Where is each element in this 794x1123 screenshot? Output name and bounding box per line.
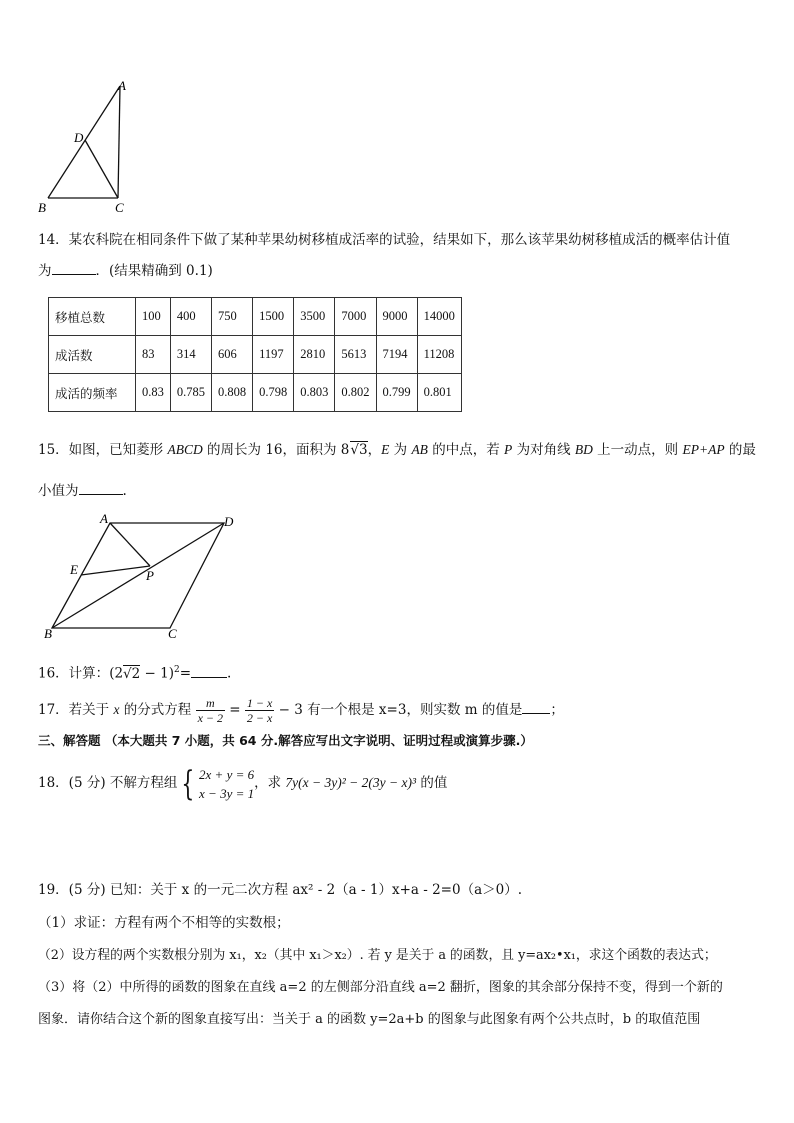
table-row	[49, 336, 462, 374]
table-cell: 7000	[335, 298, 376, 336]
q17-minus3: − 3	[274, 702, 303, 718]
label-e: E	[70, 562, 78, 577]
q17-x: x	[113, 702, 120, 717]
q17-f2-num: 1 − x	[246, 696, 273, 710]
q15-p: P	[504, 442, 513, 457]
q15-line2	[38, 480, 127, 501]
triangle-figure	[30, 76, 140, 216]
q17-text: 17．若关于	[38, 702, 114, 718]
q15-text: 为	[389, 442, 412, 458]
q19-line3: （2）设方程的两个实数根分别为 x₁，x₂（其中 x₁＞x₂）. 若 y 是关于 a 的函数，且 y=ax₂•x₁，求这个函数的表达式；	[38, 948, 717, 963]
q16-rad: 2	[131, 665, 141, 682]
segment-ab	[48, 86, 120, 198]
q16-line	[38, 660, 231, 684]
q15-text: 的中点，若	[427, 442, 505, 458]
q15-abcd: ABCD	[167, 442, 203, 457]
q17-eq: =	[225, 702, 245, 718]
row-header: 移植总数	[49, 298, 136, 336]
q15-text: 的周长为 16，面积为	[202, 442, 341, 458]
q17-text: 有一个根是 x=3，则实数 m 的值是	[302, 702, 523, 718]
q15-bd: BD	[574, 442, 593, 457]
table-cell: 14000	[417, 298, 461, 336]
answer-blank	[52, 260, 96, 275]
q14-line2	[38, 260, 213, 281]
segment-ac	[118, 86, 120, 198]
q19-line1: 19．(5 分) 已知：关于 x 的一元二次方程 ax² - 2（a - 1）x+a - 2=0（a＞0）.	[38, 882, 522, 898]
equation-system	[199, 765, 254, 803]
rhombus-figure	[38, 510, 248, 642]
table-cell: 9000	[376, 298, 417, 336]
q16-expr: (2	[109, 665, 124, 682]
label-a: A	[118, 78, 126, 93]
q18-text: 18．(5 分) 不解方程组	[38, 775, 178, 791]
q17-text: ；	[550, 702, 564, 718]
table-row	[49, 374, 462, 412]
answer-blank	[79, 480, 123, 495]
q15-e: E	[381, 442, 390, 457]
q15-text: ，	[367, 442, 382, 458]
q15-sqrt: √3	[350, 442, 368, 458]
table-cell: 0.785	[170, 374, 211, 412]
table-cell: 0.798	[253, 374, 294, 412]
q19-line2: （1）求证：方程有两个不相等的实数根；	[38, 915, 290, 931]
q15-text: 15．如图，已知菱形	[38, 442, 168, 458]
label-a: A	[100, 511, 108, 526]
table-cell: 400	[170, 298, 211, 336]
table-cell: 100	[136, 298, 171, 336]
q17-f1-num: m	[196, 696, 225, 711]
q17-f2-den: 2 − x	[246, 711, 273, 725]
row-header: 成活的频率	[49, 374, 136, 412]
survival-rate-table	[48, 297, 462, 412]
q15-text: 为对角线	[512, 442, 575, 458]
q14-line1: 14．某农科院在相同条件下做了某种苹果幼树移植成活率的试验，结果如下，那么该苹果幼树移植成活的概率估计值	[38, 232, 731, 248]
q15-area-coef: 8	[340, 442, 350, 458]
segment-ep	[81, 566, 150, 575]
q18-line	[38, 760, 447, 806]
table-row	[49, 298, 462, 336]
equation-1: 2x + y = 6	[199, 766, 255, 782]
table-cell: 7194	[376, 336, 417, 374]
label-d: D	[74, 130, 84, 145]
label-b: B	[44, 626, 52, 641]
segment-dc	[85, 140, 118, 198]
segment-ap	[110, 523, 150, 566]
q15-text: 上一动点，则	[592, 442, 683, 458]
q14-text-a: 为	[38, 263, 52, 279]
table-cell: 750	[212, 298, 253, 336]
q17-text: 的分式方程	[119, 702, 196, 718]
q17-f1-den: x − 2	[197, 711, 224, 725]
table-cell: 606	[212, 336, 253, 374]
table-cell: 0.801	[417, 374, 461, 412]
table-cell: 1197	[253, 336, 294, 374]
section-heading: 三、解答题 （本大题共 7 小题，共 64 分.解答应写出文字说明、证明过程或演算步骤.）	[38, 733, 533, 748]
q15-text: 的最	[724, 442, 756, 458]
label-p: P	[146, 568, 154, 583]
table-cell: 0.83	[136, 374, 171, 412]
label-b: B	[38, 200, 46, 215]
answer-blank	[191, 663, 227, 678]
table-cell: 3500	[294, 298, 335, 336]
q16-text: 16．计算：	[38, 665, 110, 682]
table-cell: 1500	[253, 298, 294, 336]
q15-text: 小值为	[38, 483, 79, 499]
table-cell: 0.803	[294, 374, 335, 412]
q15-ab: AB	[411, 442, 428, 457]
answer-blank	[522, 699, 550, 714]
q15-area-rad: 3	[359, 442, 368, 458]
table-cell: 0.799	[376, 374, 417, 412]
q16-expr: − 1)	[140, 665, 174, 682]
q17-fraction-2	[245, 696, 274, 725]
system-brace: {	[181, 763, 195, 804]
table-cell: 0.808	[212, 374, 253, 412]
table-cell: 314	[170, 336, 211, 374]
table-cell: 5613	[335, 336, 376, 374]
q19-line4: （3）将（2）中所得的函数的图象在直线 a=2 的左侧部分沿直线 a=2 翻折，图象的其余部分保持不变，得到一个新的	[38, 980, 723, 995]
q15-text: .	[122, 483, 127, 499]
q17-line	[38, 692, 564, 728]
q19-line5: 图象．请你结合这个新的图象直接写出：当关于 a 的函数 y=2a+b 的图象与此图象有两个公共点时，b 的取值范围	[38, 1012, 701, 1027]
label-c: C	[115, 200, 124, 215]
q18-text: ，求	[254, 775, 286, 791]
table-cell: 11208	[417, 336, 461, 374]
q18-expression: 7y(x − 3y)² − 2(3y − x)³	[285, 775, 417, 790]
q15-line1	[38, 440, 756, 460]
q18-text: 的值	[416, 775, 448, 791]
label-c: C	[168, 626, 177, 641]
label-d: D	[224, 514, 234, 529]
q17-fraction-1	[196, 696, 225, 725]
row-header: 成活数	[49, 336, 136, 374]
equation-2: x − 3y = 1	[199, 785, 255, 801]
q14-text-b: ．(结果精确到 0.1)	[95, 263, 213, 279]
q15-epap: EP+AP	[682, 442, 725, 457]
q16-exp: 2	[174, 665, 180, 675]
q16-text: .	[227, 665, 232, 682]
table-cell: 83	[136, 336, 171, 374]
table-cell: 0.802	[335, 374, 376, 412]
q16-sqrt: √2	[123, 665, 141, 682]
q16-eq: =	[179, 665, 192, 682]
table-cell: 2810	[294, 336, 335, 374]
